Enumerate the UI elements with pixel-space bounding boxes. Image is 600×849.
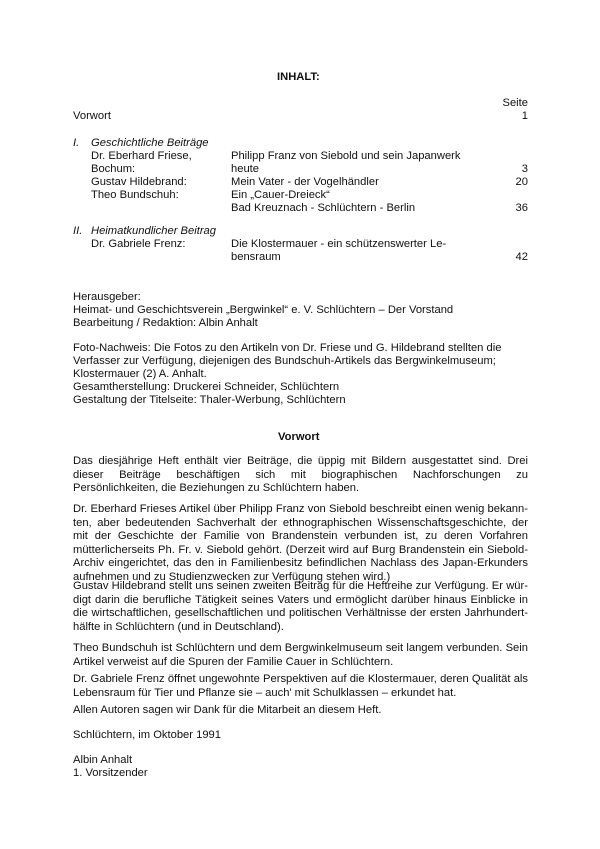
toc-section2-title: Heimatkundlicher Beitrag (91, 225, 216, 237)
toc-entry4-title: Die Klostermauer - ein schützenswerter Le- (231, 238, 447, 250)
foreword-paragraph: Theo Bundschuh ist Schlüchtern und dem Bergwinkelmuseum seit langem verbunden. Sein Artikel verweist auf die Spuren der Familie Cauer in Schlüchtern. (73, 642, 528, 668)
foreword-signature-name: Albin Anhalt (73, 754, 133, 766)
toc-entry1-title: Philipp Franz von Siebold und sein Japanwerk (231, 150, 461, 162)
imprint-printer: Gesamtherstellung: Druckerei Schneider, Schlüchtern (73, 381, 340, 393)
toc-vorwort-page: 1 (521, 110, 528, 122)
toc-entry2-author: Gustav Hildebrand: (91, 176, 187, 188)
toc-section2-number: II. (73, 225, 83, 237)
toc-entry1-page: 3 (521, 163, 528, 175)
imprint-photo-credit-line: Klostermauer (2) A. Anhalt. (73, 368, 207, 380)
foreword-paragraph: Dr. Eberhard Frieses Artikel über Philipp Franz von Siebold beschreibt einen wenig bekannten, aber bedeutenden Sachverhalt der ethnographischen Wissenschaftsgeschichte, der mit der Geschichte der Familie von Brandenstein verbunden ist, zu deren Vorfahren mütterlicherseits Ph. Fr. v. Siebold gehört. (Derzeit wird auf Burg Brandenstein ein Siebold-Archiv eingerichtet, das den in Familienbesitz befindlichen Nachlass des Japan-Erkunders aufnehmen und zu Studienzwecken zur Verfügung stehen wird.) (73, 503, 528, 583)
toc-entry1-author-city: Bochum: (91, 163, 136, 175)
toc-entry2-title: Mein Vater - der Vogelhändler (231, 176, 379, 188)
imprint-publisher-label: Herausgeber: (73, 291, 141, 303)
toc-entry2-page: 20 (515, 176, 528, 188)
foreword-paragraph: Das diesjährige Heft enthält vier Beiträge, die üppig mit Bildern ausgestattet sind. Drei dieser Beiträge beschäftigen sich mit biographischen Nachforschungen zu Persönlichkeiten, die Beziehungen zu Schlüchtern haben. (73, 455, 528, 495)
toc-section1-number: I. (73, 137, 80, 149)
imprint-publisher: Heimat- und Geschichtsverein „Bergwinkel“ e. V. Schlüchtern – Der Vorstand (73, 304, 454, 316)
toc-entry3-page: 36 (515, 202, 528, 214)
toc-vorwort-label: Vorwort (73, 110, 111, 122)
toc-entry4-author: Dr. Gabriele Frenz: (91, 238, 186, 250)
toc-entry4-page: 42 (515, 251, 528, 263)
imprint-photo-credit-line: Foto-Nachweis: Die Fotos zu den Artikeln von Dr. Friese und G. Hildebrand stellten die (73, 342, 502, 354)
imprint-cover-design: Gestaltung der Titelseite: Thaler-Werbung, Schlüchtern (73, 394, 346, 406)
foreword-title: Vorwort (278, 431, 320, 443)
foreword-paragraph: Dr. Gabriele Frenz öffnet ungewohnte Perspektiven auf die Klostermauer, deren Qualität als Lebensraum für Tier und Pflanze sie – auch' mit Schulklassen – erkundet hat. (73, 673, 528, 699)
imprint-photo-credit-line: Verfasser zur Verfügung, diejenigen des Bundschuh-Artikels das Bergwinkelmuseum; (73, 355, 496, 367)
foreword-signature-role: 1. Vorsitzender (73, 767, 148, 779)
foreword-place-date: Schlüchtern, im Oktober 1991 (73, 729, 221, 741)
foreword-paragraph: Gustav Hildebrand stellt uns seinen zweiten Beitrag für die Heftreihe zur Verfügung. Er würdigt darin die berufliche Tätigkeit seines Vaters und ermöglicht darüber hinaus Einblicke in die wirtschaftlichen, gesellschaftlichen und politischen Verhältnisse der ersten Jahrhunderthälfte in Schlüchtern (und in Deutschland). (73, 580, 528, 633)
toc-entry1-title-cont: heute (231, 163, 259, 175)
toc-entry3-title: Ein „Cauer-Dreieck“ (231, 189, 330, 201)
foreword-paragraph: Allen Autoren sagen wir Dank für die Mitarbeit an diesem Heft. (73, 704, 382, 716)
toc-title: INHALT: (277, 71, 320, 83)
toc-entry1-author: Dr. Eberhard Friese, (91, 150, 192, 162)
toc-entry3-title-cont: Bad Kreuznach - Schlüchtern - Berlin (231, 202, 416, 214)
toc-entry4-title-cont: bensraum (231, 251, 281, 263)
toc-section1-title: Geschichtliche Beiträge (91, 137, 209, 149)
toc-entry3-author: Theo Bundschuh: (91, 189, 179, 201)
imprint-editor: Bearbeitung / Redaktion: Albin Anhalt (73, 317, 258, 329)
toc-page-header: Seite (502, 97, 528, 109)
